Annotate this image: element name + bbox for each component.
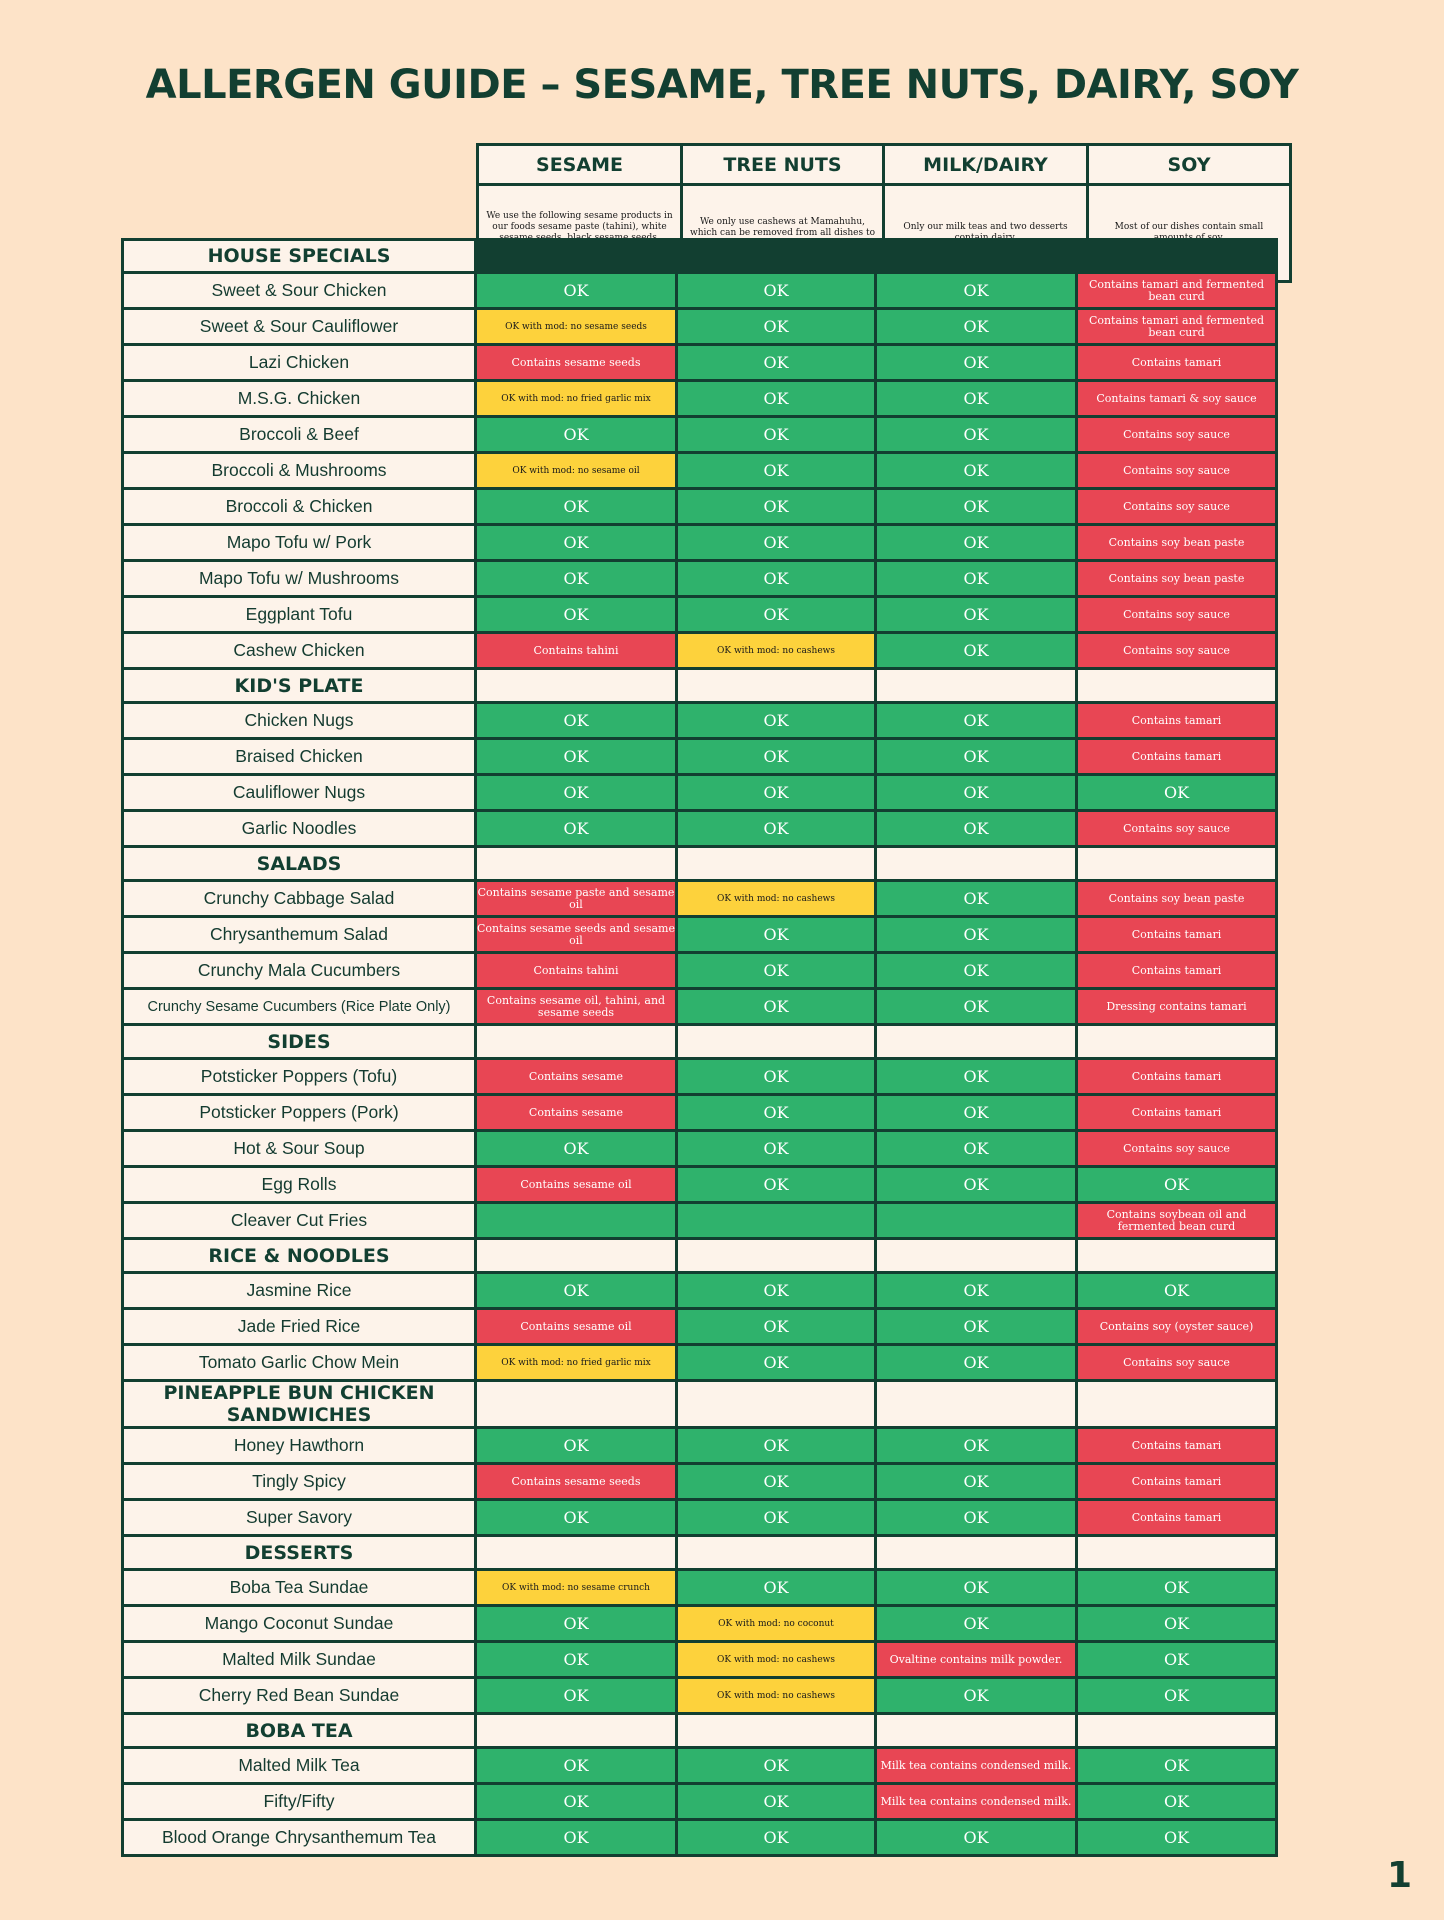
status-cell-ok: OK	[1078, 1274, 1275, 1307]
category-blank-cell	[877, 1537, 1075, 1568]
category-blank-cell	[678, 1026, 874, 1057]
status-cell-no: Milk tea contains condensed milk.	[877, 1749, 1075, 1782]
table-row	[124, 634, 1275, 667]
status-cell-ok: OK	[877, 490, 1075, 523]
status-cell-ok: OK	[477, 1749, 675, 1782]
status-cell-no: Contains soy sauce	[1078, 1132, 1275, 1165]
status-cell-ok: OK	[678, 274, 874, 307]
status-cell-no: Contains tamari	[1078, 954, 1275, 987]
status-cell-ok: OK	[877, 704, 1075, 737]
status-cell-no: Contains sesame seeds	[477, 346, 675, 379]
status-cell-no: Contains soy sauce	[1078, 812, 1275, 845]
column-desc-tree-nuts: We only use cashews at Mamahuhu, which can be removed from all dishes to	[683, 186, 882, 280]
status-cell-no: Dressing contains tamari	[1078, 990, 1275, 1023]
status-cell-no: Contains soybean oil and fermented bean curd	[1078, 1204, 1275, 1237]
category-row	[124, 1537, 1275, 1568]
table-row	[124, 454, 1275, 487]
status-cell-no: Contains soy bean paste	[1078, 526, 1275, 559]
category-row	[124, 1382, 1275, 1426]
item-name: Egg Rolls	[124, 1168, 474, 1201]
status-cell-ok: OK	[877, 1571, 1075, 1604]
item-name: Hot & Sour Soup	[124, 1132, 474, 1165]
category-blank-cell	[678, 1537, 874, 1568]
category-label: PINEAPPLE BUN CHICKEN SANDWICHES	[124, 1382, 474, 1426]
status-cell-ok: OK	[678, 418, 874, 451]
category-blank-cell	[1078, 1715, 1275, 1746]
status-cell-ok: OK	[477, 598, 675, 631]
status-cell-ok: OK	[1078, 776, 1275, 809]
status-cell-ok: OK	[678, 776, 874, 809]
status-cell-no: Contains sesame seeds	[477, 1465, 675, 1498]
status-cell-ok: OK	[877, 1607, 1075, 1640]
category-blank-cell	[678, 848, 874, 879]
item-name: Jasmine Rice	[124, 1274, 474, 1307]
category-row	[124, 1240, 1275, 1271]
category-blank-cell	[477, 1537, 675, 1568]
column-title-sesame: SESAME	[479, 146, 680, 183]
item-name: Eggplant Tofu	[124, 598, 474, 631]
item-name: Braised Chicken	[124, 740, 474, 773]
category-blank-cell	[678, 1382, 874, 1426]
status-cell-no: Contains soy sauce	[1078, 634, 1275, 667]
status-cell-ok: OK	[678, 1274, 874, 1307]
status-cell-ok	[477, 1204, 675, 1237]
status-cell-no: Contains soy sauce	[1078, 418, 1275, 451]
item-name: Sweet & Sour Cauliflower	[124, 310, 474, 343]
table-row	[124, 1346, 1275, 1379]
category-blank-cell	[678, 670, 874, 701]
table-row	[124, 310, 1275, 343]
status-cell-no: Contains soy bean paste	[1078, 562, 1275, 595]
status-cell-ok: OK	[1078, 1607, 1275, 1640]
table-row	[124, 418, 1275, 451]
category-label: HOUSE SPECIALS	[124, 241, 474, 271]
status-cell-ok: OK	[1078, 1821, 1275, 1854]
category-blank-cell	[678, 1240, 874, 1271]
item-name: Broccoli & Beef	[124, 418, 474, 451]
item-name: Malted Milk Sundae	[124, 1643, 474, 1676]
status-cell-ok: OK	[877, 1168, 1075, 1201]
status-cell-ok: OK	[877, 1096, 1075, 1129]
table-row	[124, 1060, 1275, 1093]
category-blank-cell	[877, 848, 1075, 879]
status-cell-ok: OK	[678, 740, 874, 773]
item-name: Cashew Chicken	[124, 634, 474, 667]
item-name: Honey Hawthorn	[124, 1429, 474, 1462]
status-cell-ok: OK	[477, 1821, 675, 1854]
status-cell-ok: OK	[477, 704, 675, 737]
item-name: Fifty/Fifty	[124, 1785, 474, 1818]
item-name: Mango Coconut Sundae	[124, 1607, 474, 1640]
item-name: Chrysanthemum Salad	[124, 918, 474, 951]
category-label: KID'S PLATE	[124, 670, 474, 701]
status-cell-no: Contains tamari	[1078, 1060, 1275, 1093]
table-row	[124, 812, 1275, 845]
status-cell-no: Contains tamari	[1078, 1465, 1275, 1498]
status-cell-mod: OK with mod: no cashews	[678, 882, 874, 915]
category-blank-cell	[877, 241, 1075, 271]
status-cell-mod: OK with mod: no sesame oil	[477, 454, 675, 487]
status-cell-ok: OK	[477, 1429, 675, 1462]
status-cell-ok: OK	[678, 1346, 874, 1379]
status-cell-no: Ovaltine contains milk powder.	[877, 1643, 1075, 1676]
item-name: Super Savory	[124, 1501, 474, 1534]
status-cell-ok: OK	[477, 1679, 675, 1712]
category-blank-cell	[877, 1382, 1075, 1426]
item-name: Cherry Red Bean Sundae	[124, 1679, 474, 1712]
column-title-soy: SOY	[1089, 146, 1289, 183]
status-cell-ok: OK	[877, 882, 1075, 915]
table-row	[124, 704, 1275, 737]
status-cell-ok: OK	[678, 954, 874, 987]
status-cell-no: Contains tamari	[1078, 346, 1275, 379]
item-name: Jade Fried Rice	[124, 1310, 474, 1343]
status-cell-no: Contains tamari and fermented bean curd	[1078, 274, 1275, 307]
status-cell-ok: OK	[1078, 1679, 1275, 1712]
status-cell-no: Contains sesame	[477, 1096, 675, 1129]
item-name: Crunchy Mala Cucumbers	[124, 954, 474, 987]
item-name: Sweet & Sour Chicken	[124, 274, 474, 307]
status-cell-ok: OK	[678, 598, 874, 631]
table-row	[124, 346, 1275, 379]
category-blank-cell	[678, 1715, 874, 1746]
column-desc-milk-dairy: Only our milk teas and two desserts	[885, 186, 1086, 280]
category-blank-cell	[877, 670, 1075, 701]
item-name: Chicken Nugs	[124, 704, 474, 737]
category-blank-cell	[1078, 1240, 1275, 1271]
category-row	[124, 1026, 1275, 1057]
status-cell-ok: OK	[678, 1132, 874, 1165]
table-row	[124, 598, 1275, 631]
status-cell-no: Contains tamari & soy sauce	[1078, 382, 1275, 415]
category-row	[124, 1715, 1275, 1746]
status-cell-mod: OK with mod: no sesame seeds	[477, 310, 675, 343]
item-name: Boba Tea Sundae	[124, 1571, 474, 1604]
column-title-tree-nuts: TREE NUTS	[683, 146, 882, 183]
table-row	[124, 1501, 1275, 1534]
table-row	[124, 990, 1275, 1023]
status-cell-no: Contains tamari	[1078, 704, 1275, 737]
table-row	[124, 740, 1275, 773]
item-name: Crunchy Sesame Cucumbers (Rice Plate Only)	[124, 990, 474, 1023]
status-cell-ok: OK	[877, 812, 1075, 845]
category-label: SIDES	[124, 1026, 474, 1057]
status-cell-ok: OK	[477, 1274, 675, 1307]
category-row	[124, 670, 1275, 701]
table-row	[124, 1749, 1275, 1782]
table-row	[124, 1785, 1275, 1818]
status-cell-ok: OK	[1078, 1571, 1275, 1604]
category-blank-cell	[477, 241, 675, 271]
status-cell-ok: OK	[1078, 1643, 1275, 1676]
category-blank-cell	[1078, 670, 1275, 701]
status-cell-ok: OK	[678, 812, 874, 845]
status-cell-ok: OK	[678, 1501, 874, 1534]
status-cell-ok: OK	[678, 918, 874, 951]
status-cell-ok	[678, 1204, 874, 1237]
status-cell-ok: OK	[678, 990, 874, 1023]
item-name: Cleaver Cut Fries	[124, 1204, 474, 1237]
table-row	[124, 1096, 1275, 1129]
status-cell-no: Milk tea contains condensed milk.	[877, 1785, 1075, 1818]
item-name: Mapo Tofu w/ Pork	[124, 526, 474, 559]
status-cell-mod: OK with mod: no fried garlic mix	[477, 1346, 675, 1379]
status-cell-no: Contains soy sauce	[1078, 1346, 1275, 1379]
category-blank-cell	[477, 1715, 675, 1746]
status-cell-ok: OK	[477, 812, 675, 845]
column-title-milk-dairy: MILK/DAIRY	[885, 146, 1086, 183]
status-cell-ok: OK	[477, 562, 675, 595]
category-label: SALADS	[124, 848, 474, 879]
table-row	[124, 1679, 1275, 1712]
category-blank-cell	[477, 670, 675, 701]
page-title: ALLERGEN GUIDE – SESAME, TREE NUTS, DAIRY, SOY	[145, 62, 1299, 108]
table-row	[124, 954, 1275, 987]
category-blank-cell	[477, 1382, 675, 1426]
column-desc-sesame: We use the following sesame products in our foods sesame paste (tahini), white	[479, 186, 680, 280]
status-cell-ok: OK	[477, 418, 675, 451]
status-cell-ok: OK	[877, 598, 1075, 631]
status-cell-no: Contains tamari	[1078, 740, 1275, 773]
status-cell-mod: OK with mod: no sesame crunch	[477, 1571, 675, 1604]
status-cell-ok: OK	[877, 346, 1075, 379]
item-name: Potsticker Poppers (Pork)	[124, 1096, 474, 1129]
item-name: Broccoli & Chicken	[124, 490, 474, 523]
allergen-table	[121, 238, 1278, 1857]
status-cell-no: Contains sesame paste and sesame oil	[477, 882, 675, 915]
status-cell-no: Contains sesame seeds and sesame oil	[477, 918, 675, 951]
category-blank-cell	[877, 1026, 1075, 1057]
status-cell-ok: OK	[877, 382, 1075, 415]
table-row	[124, 1643, 1275, 1676]
status-cell-ok: OK	[477, 740, 675, 773]
status-cell-ok: OK	[477, 776, 675, 809]
status-cell-no: Contains soy sauce	[1078, 490, 1275, 523]
table-row	[124, 1274, 1275, 1307]
table-row	[124, 382, 1275, 415]
status-cell-ok: OK	[877, 310, 1075, 343]
status-cell-ok: OK	[877, 1679, 1075, 1712]
status-cell-ok: OK	[877, 1310, 1075, 1343]
status-cell-ok: OK	[477, 1607, 675, 1640]
status-cell-ok: OK	[678, 526, 874, 559]
status-cell-ok: OK	[877, 740, 1075, 773]
category-blank-cell	[477, 1240, 675, 1271]
category-blank-cell	[678, 241, 874, 271]
status-cell-no: Contains tamari	[1078, 1429, 1275, 1462]
item-name: Blood Orange Chrysanthemum Tea	[124, 1821, 474, 1854]
status-cell-mod: OK with mod: no coconut	[678, 1607, 874, 1640]
status-cell-no: Contains tamari	[1078, 1501, 1275, 1534]
status-cell-no: Contains tamari and fermented bean curd	[1078, 310, 1275, 343]
category-label: DESSERTS	[124, 1537, 474, 1568]
category-blank-cell	[477, 1026, 675, 1057]
status-cell-ok: OK	[678, 346, 874, 379]
table-row	[124, 1821, 1275, 1854]
category-blank-cell	[1078, 1026, 1275, 1057]
status-cell-mod: OK with mod: no cashews	[678, 634, 874, 667]
table-row	[124, 1571, 1275, 1604]
status-cell-ok: OK	[877, 1346, 1075, 1379]
page-number: 1	[1386, 1855, 1412, 1896]
item-name: Lazi Chicken	[124, 346, 474, 379]
status-cell-ok: OK	[678, 454, 874, 487]
item-name: Tingly Spicy	[124, 1465, 474, 1498]
status-cell-ok: OK	[877, 1274, 1075, 1307]
item-name: Cauliflower Nugs	[124, 776, 474, 809]
table-row	[124, 274, 1275, 307]
category-row	[124, 848, 1275, 879]
status-cell-ok: OK	[678, 1060, 874, 1093]
item-name: Crunchy Cabbage Salad	[124, 882, 474, 915]
category-row	[124, 241, 1275, 271]
status-cell-ok: OK	[877, 918, 1075, 951]
category-label: BOBA TEA	[124, 1715, 474, 1746]
item-name: Potsticker Poppers (Tofu)	[124, 1060, 474, 1093]
status-cell-ok: OK	[477, 1132, 675, 1165]
item-name: Malted Milk Tea	[124, 1749, 474, 1782]
table-row	[124, 490, 1275, 523]
status-cell-ok: OK	[877, 954, 1075, 987]
status-cell-no: Contains sesame oil, tahini, and sesame seeds	[477, 990, 675, 1023]
item-name: Broccoli & Mushrooms	[124, 454, 474, 487]
status-cell-ok: OK	[877, 1060, 1075, 1093]
status-cell-ok: OK	[877, 454, 1075, 487]
status-cell-no: Contains tahini	[477, 954, 675, 987]
status-cell-ok: OK	[678, 382, 874, 415]
item-name: Mapo Tofu w/ Mushrooms	[124, 562, 474, 595]
column-desc-soy: Most of our dishes contain small	[1089, 186, 1289, 280]
category-blank-cell	[877, 1715, 1075, 1746]
status-cell-ok: OK	[678, 310, 874, 343]
status-cell-ok: OK	[678, 1096, 874, 1129]
status-cell-no: Contains sesame	[477, 1060, 675, 1093]
status-cell-ok: OK	[678, 1571, 874, 1604]
status-cell-ok: OK	[877, 1132, 1075, 1165]
status-cell-no: Contains sesame oil	[477, 1168, 675, 1201]
table-row	[124, 1204, 1275, 1237]
status-cell-no: Contains sesame oil	[477, 1310, 675, 1343]
status-cell-ok: OK	[678, 1821, 874, 1854]
status-cell-ok: OK	[678, 1465, 874, 1498]
status-cell-no: Contains tamari	[1078, 918, 1275, 951]
status-cell-ok: OK	[877, 418, 1075, 451]
table-row	[124, 776, 1275, 809]
status-cell-ok: OK	[678, 562, 874, 595]
category-blank-cell	[1078, 1537, 1275, 1568]
table-row	[124, 1310, 1275, 1343]
status-cell-ok: OK	[678, 1749, 874, 1782]
status-cell-ok: OK	[678, 1429, 874, 1462]
category-blank-cell	[477, 848, 675, 879]
status-cell-ok: OK	[477, 1643, 675, 1676]
item-name: Garlic Noodles	[124, 812, 474, 845]
status-cell-ok: OK	[477, 526, 675, 559]
category-blank-cell	[877, 1240, 1075, 1271]
item-name: M.S.G. Chicken	[124, 382, 474, 415]
status-cell-ok: OK	[877, 990, 1075, 1023]
table-row	[124, 1168, 1275, 1201]
status-cell-ok: OK	[877, 526, 1075, 559]
table-row	[124, 1465, 1275, 1498]
category-blank-cell	[1078, 848, 1275, 879]
status-cell-ok: OK	[477, 490, 675, 523]
status-cell-ok: OK	[678, 1785, 874, 1818]
status-cell-ok: OK	[877, 1429, 1075, 1462]
category-blank-cell	[1078, 241, 1275, 271]
status-cell-ok: OK	[877, 1465, 1075, 1498]
status-cell-ok: OK	[877, 1821, 1075, 1854]
status-cell-ok: OK	[1078, 1749, 1275, 1782]
status-cell-ok: OK	[678, 1310, 874, 1343]
status-cell-ok: OK	[477, 1501, 675, 1534]
table-row	[124, 562, 1275, 595]
status-cell-ok: OK	[877, 634, 1075, 667]
status-cell-ok: OK	[877, 562, 1075, 595]
status-cell-ok: OK	[877, 1501, 1075, 1534]
category-label: RICE & NOODLES	[124, 1240, 474, 1271]
status-cell-no: Contains soy bean paste	[1078, 882, 1275, 915]
table-row	[124, 918, 1275, 951]
status-cell-mod: OK with mod: no cashews	[678, 1643, 874, 1676]
status-cell-ok: OK	[1078, 1168, 1275, 1201]
status-cell-no: Contains soy (oyster sauce)	[1078, 1310, 1275, 1343]
status-cell-ok: OK	[1078, 1785, 1275, 1818]
table-row	[124, 1607, 1275, 1640]
status-cell-no: Contains soy sauce	[1078, 454, 1275, 487]
table-row	[124, 1429, 1275, 1462]
status-cell-mod: OK with mod: no cashews	[678, 1679, 874, 1712]
status-cell-ok: OK	[678, 1168, 874, 1201]
status-cell-mod: OK with mod: no fried garlic mix	[477, 382, 675, 415]
status-cell-ok: OK	[678, 490, 874, 523]
status-cell-no: Contains tamari	[1078, 1096, 1275, 1129]
status-cell-ok: OK	[477, 1785, 675, 1818]
status-cell-ok: OK	[678, 704, 874, 737]
table-row	[124, 526, 1275, 559]
status-cell-ok: OK	[477, 274, 675, 307]
table-row	[124, 1132, 1275, 1165]
status-cell-ok: OK	[877, 776, 1075, 809]
category-blank-cell	[1078, 1382, 1275, 1426]
status-cell-no: Contains tahini	[477, 634, 675, 667]
item-name: Tomato Garlic Chow Mein	[124, 1346, 474, 1379]
table-row	[124, 882, 1275, 915]
status-cell-no: Contains soy sauce	[1078, 598, 1275, 631]
status-cell-ok: OK	[877, 274, 1075, 307]
status-cell-ok	[877, 1204, 1075, 1237]
